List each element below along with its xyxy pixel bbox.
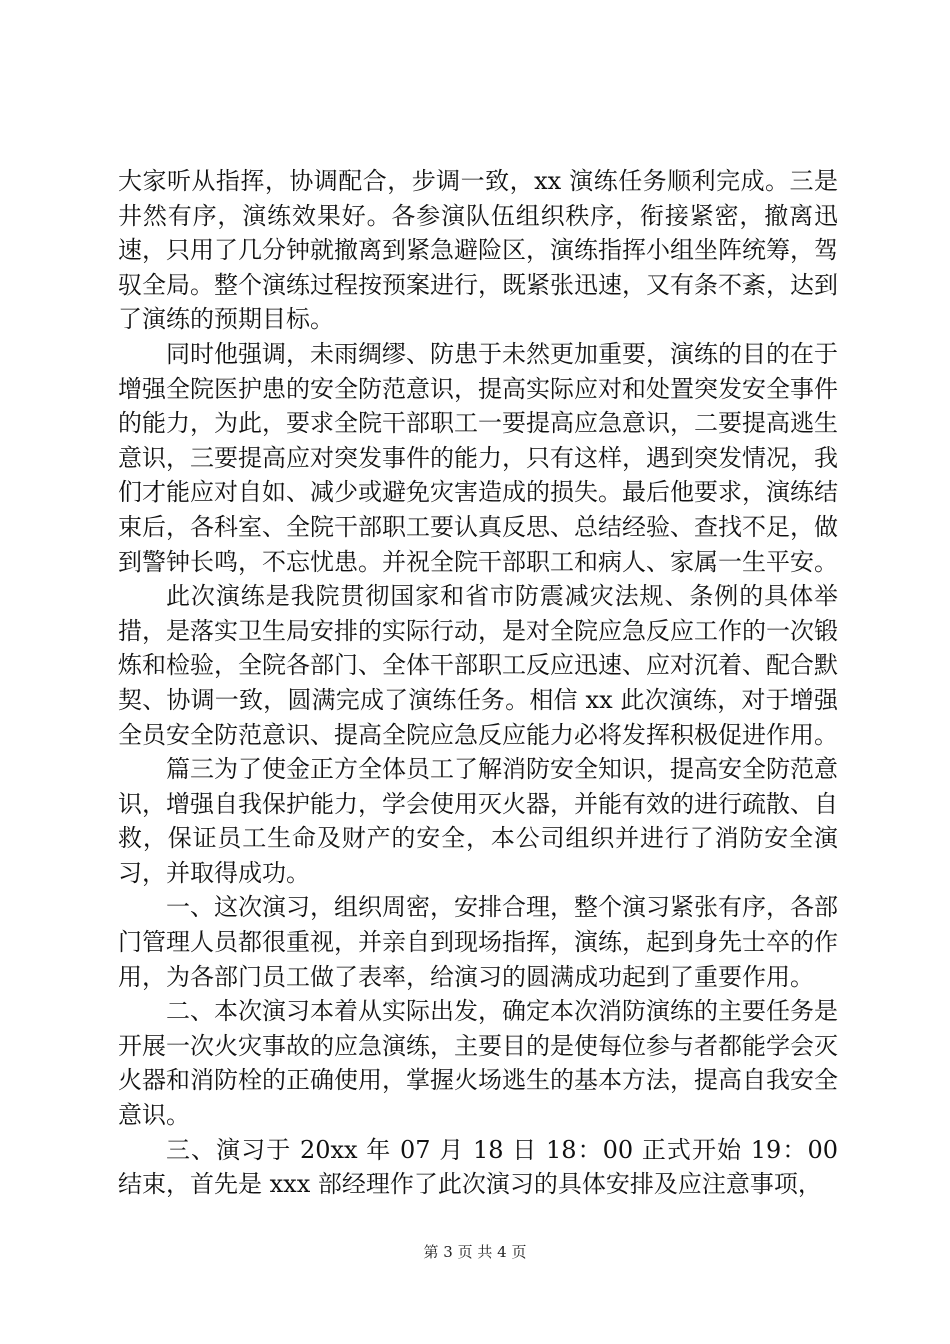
paragraph-2: 同时他强调，未雨绸缪、防患于未然更加重要，演练的目的在于增强全院医护患的安全防范意识，提高实际应对和处置突发安全事件的能力，为此，要求全院干部职工一要提高应急意识，二要提高逃生意识，三要提高应对突发事件的能力，只有这样，遇到突发情况，我们才能应对自如、减少或避免灾害造成的损失。最后他要求，演练结束后，各科室、全院干部职工要认真反思、总结经验、查找不足，做到警钟长鸣，不忘忧患。并祝全院干部职工和病人、家属一生平安。 [118,339,838,576]
page-number-footer: 第 3 页 共 4 页 [423,1243,527,1261]
paragraph-4: 篇三为了使金正方全体员工了解消防安全知识，提高安全防范意识，增强自我保护能力，学会使用灭火器，并能有效的进行疏散、自救，保证员工生命及财产的安全，本公司组织并进行了消防安全演习，并取得成功。 [118,755,838,887]
paragraph-3: 此次演练是我院贯彻国家和省市防震减灾法规、条例的具体举措，是落实卫生局安排的实际行动，是对全院应急反应工作的一次锻炼和检验，全院各部门、全体干部职工反应迅速、应对沉着、配合默契、协调一致，圆满完成了演练任务。相信 xx 此次演练，对于增强全员安全防范意识、提高全院应急反应能力必将发挥积极促进作用。 [118,582,838,749]
paragraph-1: 大家听从指挥，协调配合，步调一致，xx 演练任务顺利完成。三是井然有序，演练效果好。各参演队伍组织秩序，衔接紧密，撤离迅速，只用了几分钟就撤离到紧急避险区，演练指挥小组坐阵统筹，驾驭全局。整个演练过程按预案进行，既紧张迅速，又有条不紊，达到了演练的预期目标。 [118,167,838,334]
document-body [118,164,838,1202]
paragraph-7: 三、演习于 20xx 年 07 月 18 日 18：00 正式开始 19：00 结束，首先是 xxx 部经理作了此次演习的具体安排及应注意事项， [118,1135,838,1199]
paragraph-5: 一、这次演习，组织周密，安排合理，整个演习紧张有序，各部门管理人员都很重视，并亲自到现场指挥，演练，起到身先士卒的作用，为各部门员工做了表率，给演习的圆满成功起到了重要作用。 [118,893,838,991]
paragraph-6: 二、本次演习本着从实际出发，确定本次消防演练的主要任务是开展一次火灾事故的应急演练，主要目的是使每位参与者都能学会灭火器和消防栓的正确使用，掌握火场逃生的基本方法，提高自我安全意识。 [118,997,838,1130]
